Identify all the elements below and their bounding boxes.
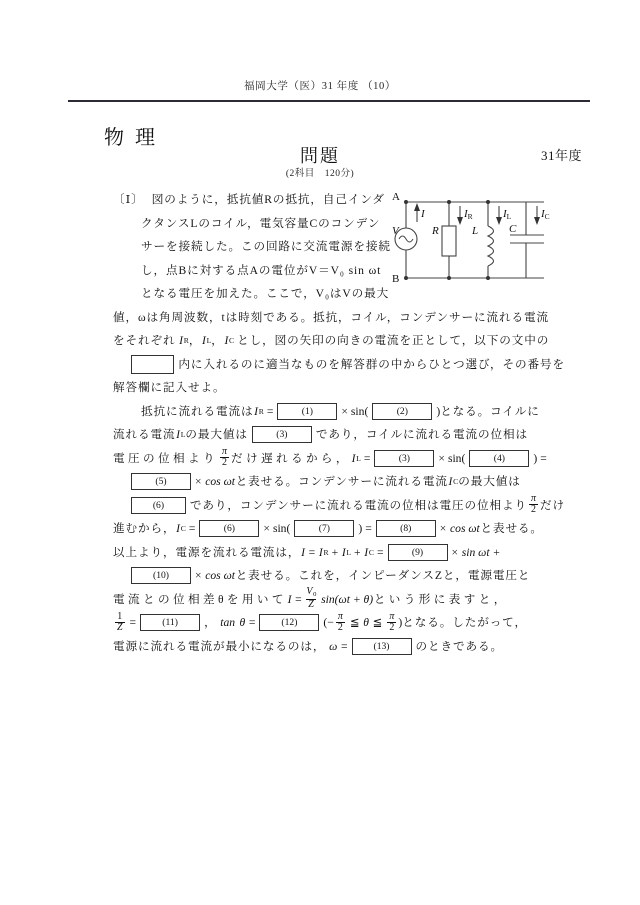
fraction-denominator: 2 (221, 457, 227, 469)
math-sin-wt-theta: sin(ωt + θ) (321, 592, 374, 606)
math-il-sub: L (206, 336, 212, 345)
fraction-denominator: Z (117, 621, 123, 633)
math-ic-sub: C (180, 524, 186, 533)
math-i: I (301, 545, 305, 559)
problem-line-18 (113, 588, 565, 612)
answer-blank-8[interactable]: (8) (376, 520, 436, 537)
math-equals: = (363, 451, 371, 465)
problem-text: 電源に流れる電流が最小になるのは， (113, 639, 326, 653)
math-ir-sub: R (183, 336, 189, 345)
problem-text: と表せる。これを，インピーダンスZと，電源電圧と (235, 569, 531, 582)
fraction-numerator: π (531, 493, 536, 505)
problem-text: 電流との位相差θを用いて (113, 592, 287, 606)
figure-current-il-label: IL (503, 208, 512, 221)
problem-line-11 (113, 423, 565, 447)
math-plus: + (354, 545, 361, 559)
fraction-pi-over-2 (387, 612, 396, 633)
figure-node-b-label: B (392, 273, 400, 285)
answer-blank-3[interactable]: (3) (252, 426, 312, 443)
problem-line-14 (113, 494, 565, 518)
problem-text: 流れる電流 (113, 428, 176, 441)
math-equals: = (365, 522, 372, 535)
math-times: × (195, 569, 202, 582)
math-sin: sin (447, 451, 462, 465)
math-paren-close: ) (533, 451, 538, 465)
problem-line-13 (113, 470, 565, 494)
answer-blank-12[interactable]: (12) (259, 614, 319, 631)
problem-text: 電圧の位相より (113, 451, 218, 465)
problem-line-15 (113, 517, 565, 541)
answer-blank-3b[interactable]: (3) (374, 450, 434, 467)
math-times: × (451, 545, 459, 559)
math-ic: I (364, 545, 369, 559)
problem-text: だけ (540, 498, 565, 512)
problem-text: のときである。 (415, 639, 503, 653)
problem-line-8 (113, 353, 565, 377)
problem-text: 以上より，電源を流れる電流は， (113, 545, 301, 559)
problem-tag: 〔Ⅰ〕 (113, 193, 144, 206)
math-paren-open: ( (286, 522, 291, 535)
math-omega: ω (329, 639, 338, 653)
fraction-numerator (304, 587, 319, 599)
problem-line-7: をそれぞれ I R ， I L ， I C とし，図の矢印の向きの電流を正として，以下の文中の (113, 329, 565, 353)
fraction-numerator: π (389, 610, 395, 622)
math-leq: ≦ (349, 616, 360, 629)
math-il-sub: L (356, 453, 361, 463)
fraction-pi-over-2 (529, 494, 538, 515)
math-ic: I (448, 475, 453, 488)
problem-text: となる。コイルに (440, 404, 540, 418)
document-kind-subtitle: (2科目 120分) (285, 169, 355, 179)
fraction-numerator: π (337, 610, 343, 622)
page-title: 物理 (104, 127, 166, 149)
problem-text: 解答欄に記入せよ。 (113, 381, 226, 394)
figure-current-i-label: I (421, 208, 425, 220)
math-equals: = (188, 522, 196, 535)
problem-line-6 (113, 306, 565, 330)
answer-blank-11[interactable]: (11) (140, 614, 200, 631)
math-times: × (439, 522, 447, 535)
fraction-denominator: 2 (337, 621, 343, 633)
fraction-denominator: 2 (389, 621, 395, 633)
math-theta: θ (239, 616, 246, 629)
math-times: × (195, 475, 202, 488)
math-ic: I (224, 334, 229, 347)
math-equals: = (376, 545, 384, 559)
math-il-sub: L (180, 430, 186, 439)
problem-text: 抵抗に流れる電流は (141, 404, 254, 418)
answer-blank-9[interactable]: (9) (388, 544, 448, 561)
math-paren-close: ) (398, 616, 403, 629)
math-il: I (341, 545, 346, 559)
math-ir: I (179, 334, 184, 347)
math-plus: + (493, 545, 500, 559)
fraction-one-over-z (115, 612, 125, 633)
title-block (0, 121, 640, 179)
problem-text: サーを接続した。この回路に交流電源を接続 (141, 240, 391, 253)
fraction-v0-over-z (304, 587, 319, 610)
math-paren-close: ) (358, 522, 363, 535)
answer-blank-6b[interactable]: (6) (199, 520, 259, 537)
problem-text: 内に入れるのに適当なものを解答群の中からひとつ選び，その番号を (178, 357, 565, 371)
fraction-denominator: 2 (531, 504, 536, 516)
math-equals: = (266, 404, 274, 418)
problem-body (113, 188, 565, 658)
fraction-numerator: 1 (117, 610, 123, 622)
problem-text: となる電圧を加えた。ここで，V₀はVの最大 (141, 287, 390, 300)
problem-text: だけ遅れるから， (230, 451, 351, 465)
math-minus: − (327, 616, 334, 629)
problem-line-2 (113, 212, 565, 236)
math-equals: = (129, 616, 137, 629)
answer-blank-10[interactable]: (10) (131, 567, 191, 584)
math-theta: θ (363, 616, 369, 629)
running-header: 福岡大学（医）31 年度 （10） (244, 81, 396, 92)
answer-blank-13[interactable]: (13) (352, 638, 412, 655)
problem-line-19: $\frac{1}{Z}$ = (11) ， tan θ = (12) ( − $\frac{\pi}{2}$ ≦ θ ≦ $\frac{\pi}{2}$ ) となる。したがって， (117, 610, 527, 633)
answer-blank-7[interactable]: (7) (294, 520, 354, 537)
figure-node-a-label: A (392, 191, 400, 203)
problem-text: の最大値は (458, 475, 521, 488)
math-cos-wt: cos ωt (450, 522, 480, 535)
math-il-sub: L (346, 547, 352, 557)
math-times: × (263, 522, 270, 535)
problem-line-12 (113, 447, 565, 471)
answer-blank-4[interactable]: (4) (469, 450, 529, 467)
math-i: I (287, 592, 292, 606)
problem-line-10 (113, 400, 565, 424)
problem-text: であり，コンデンサーに流れる電流の位相は電圧の位相より (189, 498, 527, 512)
math-equals: = (540, 451, 547, 465)
math-equals: = (295, 592, 302, 606)
answer-blank-6[interactable]: (6) (131, 497, 186, 514)
math-v0: V (306, 586, 313, 598)
math-plus: + (331, 545, 339, 559)
math-ir: I (318, 545, 323, 559)
fraction-pi-over-2 (336, 612, 345, 633)
math-times: × (438, 451, 445, 465)
fraction-pi-over-2 (220, 447, 229, 468)
math-ir-sub: R (258, 406, 264, 416)
problem-text: 図のように，抵抗値Rの抵抗，自己インダ (151, 193, 385, 206)
problem-line-20 (113, 635, 565, 659)
figure-current-ir-label: IR (464, 208, 473, 221)
figure-inductor-label: L (472, 225, 479, 237)
problem-text: の最大値は (185, 428, 248, 441)
math-sin-wt: sin ωt (461, 545, 490, 559)
answer-blank-5[interactable]: (5) (131, 473, 191, 490)
math-tan: tan (220, 616, 236, 629)
math-v0-sub: 0 (313, 591, 317, 599)
math-cos-wt: cos ωt (205, 475, 235, 488)
problem-text: クタンスLのコイル，電気容量Cのコンデン (141, 216, 381, 230)
math-leq: ≦ (372, 616, 383, 629)
math-times: × (341, 404, 348, 418)
math-ic-sub: C (453, 477, 459, 486)
problem-line-5 (113, 282, 565, 306)
exam-year: 31年度 (540, 148, 582, 163)
problem-text: と表せる。 (480, 522, 543, 535)
problem-line-16 (113, 541, 565, 565)
math-equals: = (340, 639, 348, 653)
math-equals: = (248, 616, 256, 629)
math-paren-open: ( (323, 616, 328, 629)
figure-source-label: V (392, 225, 399, 237)
answer-blank-2[interactable]: (2) (372, 403, 432, 420)
answer-blank-empty[interactable] (131, 355, 174, 374)
math-ic: I (176, 522, 181, 535)
problem-line-3 (113, 235, 565, 259)
fraction-numerator: π (221, 446, 227, 458)
fraction-denominator: Z (308, 598, 314, 610)
problem-line-17 (113, 564, 565, 588)
math-sin: sin (350, 404, 365, 418)
math-sin: sin (272, 522, 287, 535)
problem-text: 値，ωは角周波数，tは時刻である。抵抗，コイル，コンデンサーに流れる電流 (113, 310, 549, 324)
figure-capacitor-label: C (509, 223, 517, 235)
answer-blank-1[interactable]: (1) (277, 403, 337, 420)
math-paren-open: ( (364, 404, 369, 418)
problem-text: と表せる。コンデンサーに流れる電流 (235, 475, 448, 488)
math-ic-sub: C (368, 547, 374, 557)
figure-current-ic-label: IC (541, 208, 550, 221)
math-ir-sub: R (323, 547, 329, 557)
math-paren-open: ( (461, 451, 466, 465)
problem-text: となる。したがって， (402, 616, 527, 629)
problem-text: し，点Bに対する点Aの電位がV＝V₀ sin ωt (141, 263, 382, 277)
problem-line-9 (113, 376, 565, 400)
math-il: I (176, 428, 181, 441)
problem-text: 進むから， (113, 522, 176, 535)
problem-text: であり，コイルに流れる電流の位相は (315, 428, 528, 441)
figure-resistor-label: R (432, 225, 439, 237)
header-divider (68, 100, 590, 102)
math-paren-close: ) (436, 404, 441, 418)
math-equals: = (308, 545, 316, 559)
math-cos-wt: cos ωt (205, 569, 235, 582)
problem-line-4 (113, 259, 565, 283)
math-ic-sub: C (229, 336, 235, 345)
math-ir: I (254, 404, 259, 418)
document-kind: 問題 (300, 146, 340, 166)
problem-text: という形に表すと， (373, 592, 509, 606)
math-il: I (351, 451, 356, 465)
problem-line-1 (113, 188, 565, 212)
math-il: I (202, 334, 206, 347)
